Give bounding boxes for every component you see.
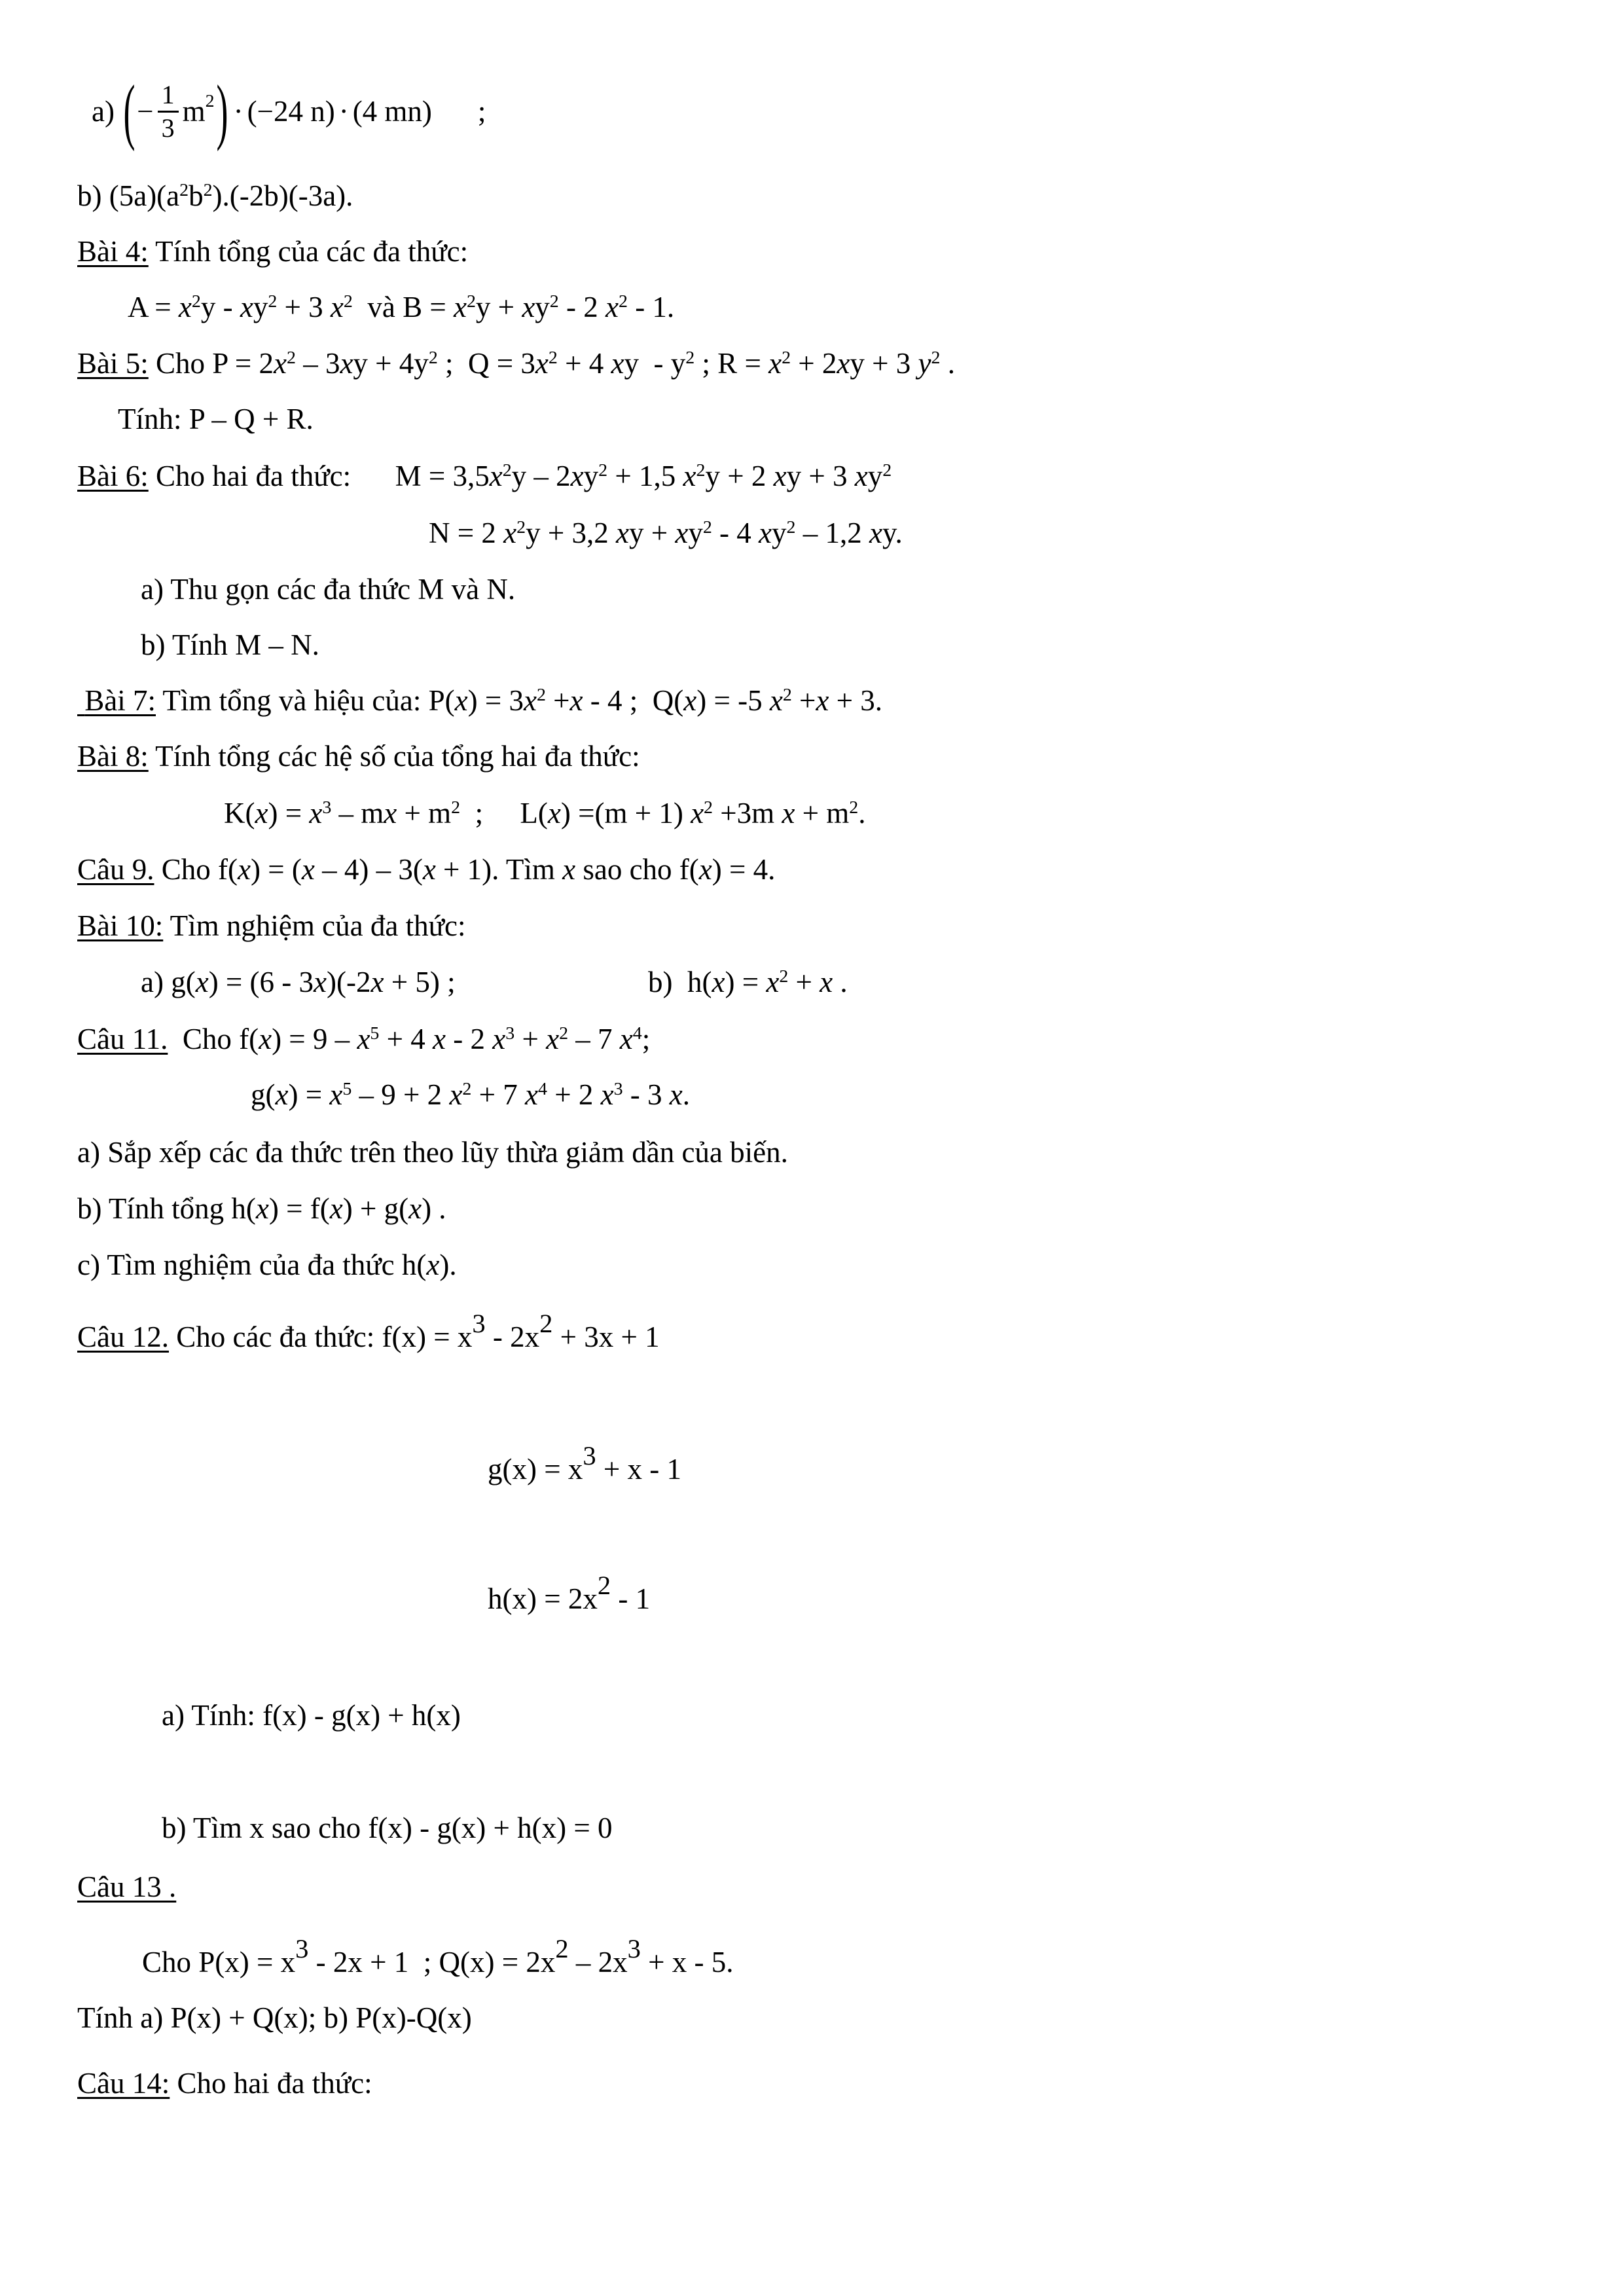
cau-11-label: Câu 11.: [77, 1023, 168, 1055]
bai-8-label: Bài 8:: [77, 740, 149, 773]
cau-12-part-b: b) Tìm x sao cho f(x) - g(x) + h(x) = 0: [162, 1812, 613, 1844]
cau-11-part-b: b) Tính tổng h(x) = f(x) + g(x) .: [77, 1192, 446, 1225]
dot-operator: ·: [233, 94, 244, 128]
cau-11-polynomial-g: $g(x) = x^5 - 9 + 2$ $x^2 + 7$ $x^4 + 2$ $x^3 - 3$ x.: [251, 1078, 691, 1111]
cau-11: Câu 11. Cho $f(x) = 9 - x^5 + 4$ x - 2 $x^3 + x^2 - 7$ $x^4$;: [77, 1023, 651, 1055]
cau-11-part-a: a) Sắp xếp các đa thức trên theo lũy thừa giảm dần của biến.: [77, 1136, 788, 1169]
bai-4-polynomials: $A = x^2y - xy^2 + 3$ $x^2$ và $B = x^2y + xy^2 - 2$ $x^2 - 1$.: [128, 291, 675, 323]
cau-12: Câu 12. Cho các đa thức: f(x) = x3 - 2x2 + 3x + 1: [77, 1308, 660, 1353]
bai-10-label: Bài 10:: [77, 909, 164, 942]
bai-6-part-a: a) Thu gọn các đa thức M và N.: [141, 573, 516, 606]
bai-4-label: Bài 4:: [77, 235, 149, 268]
cau-9-label: Câu 9.: [77, 853, 154, 886]
fraction-numerator: 1: [158, 82, 179, 113]
bai-7-label: Bài 7:: [84, 684, 156, 717]
bai-6-polynomial-n: N = 2 $x^2y + 3,2$ xy + $xy^2 - 4$ $xy^2 - 1,2$ xy.: [429, 517, 903, 549]
minus-sign: −: [137, 94, 154, 128]
cau-9: Câu 9. Cho f(x) = (x – 4) – 3(x + 1). Tìm x sao cho f(x) = 4.: [77, 853, 776, 886]
factor-2: (−24 n): [247, 94, 335, 128]
factor-3: (4 mn): [352, 94, 432, 128]
exercise-3b: b) $(5a)(a^2b^2).(-2b)(-3a)$.: [77, 179, 353, 212]
variable-m: m: [182, 94, 206, 128]
bai-10-part-a: a) g(x) = (6 - 3x)(-2x + 5) ;: [141, 966, 456, 998]
dot-operator: ·: [338, 94, 349, 128]
fraction-one-third: [158, 79, 179, 143]
cau-14: Câu 14: Cho hai đa thức:: [77, 2067, 372, 2100]
cau-12-part-a: a) Tính: f(x) - g(x) + h(x): [162, 1699, 461, 1732]
bai-6-label: Bài 6:: [77, 460, 149, 492]
semicolon: ;: [477, 94, 486, 128]
cau-14-label: Câu 14:: [77, 2067, 170, 2100]
bai-8-polynomials: $K(x) = x^3$ – mx + $m^2$ ; L(x) =(m + 1) $x^2 +3m$ $x + m^2$.: [224, 797, 866, 829]
cau-11-part-c: c) Tìm nghiệm của đa thức h(x).: [77, 1248, 457, 1281]
cau-13-task: Tính a) P(x) + Q(x); b) P(x)-Q(x): [77, 2001, 472, 2034]
bai-5: Bài 5: Cho $P = 2x^2 - 3xy + 4y^2$ ; $Q = 3x^2 + 4$ xy - $y^2$ ; $R = x^2 + 2xy + 3$ $y^2$ .: [77, 347, 955, 380]
close-paren: ): [216, 69, 228, 152]
part-a-label: a): [92, 94, 115, 128]
bai-6-part-b: b) Tính M – N.: [141, 629, 319, 661]
bai-8: Bài 8: Tính tổng các hệ số của tổng hai đa thức:: [77, 740, 640, 773]
exercise-3a: a) ( − $\frac{1}{3}$ m $^2$ ) · (−24 n) · (4 mn) ;: [92, 69, 486, 152]
bai-5-task: Tính: P – Q + R.: [118, 403, 314, 435]
cau-13-polynomials: Cho P(x) = x3 - 2x + 1 ; Q(x) = 2x2 – 2x3 + x - 5.: [142, 1933, 734, 1978]
bai-5-label: Bài 5:: [77, 347, 149, 380]
cau-13-heading: [77, 1872, 176, 1902]
cau-12-polynomial-h: h(x) = 2x2 - 1: [488, 1570, 651, 1615]
open-paren: (: [123, 69, 135, 152]
cau-12-polynomial-g: g(x) = x3 + x - 1: [488, 1440, 681, 1485]
fraction-denominator: 3: [161, 113, 175, 143]
bai-4-heading: Bài 4: Tính tổng của các đa thức:: [77, 235, 469, 268]
bai-6: Bài 6: Cho hai đa thức: $M = 3,5x^2y - 2xy^2 + 1,5$ $x^2y + 2$ xy + 3 $xy^2$: [77, 460, 892, 492]
cau-13-label: Câu 13 .: [77, 1870, 177, 1903]
bai-7: Bài 7: Tìm tổng và hiệu của: $P(x) = 3x^2 +x - 4$ ; Q(x) = -5 $x^2 +x + 3$.: [77, 686, 882, 716]
bai-10-part-b: b) $h(x) = x^2 + x$ .: [648, 966, 848, 998]
cau-12-label: Câu 12.: [77, 1321, 169, 1353]
bai-10: Bài 10: Tìm nghiệm của đa thức:: [77, 909, 466, 942]
